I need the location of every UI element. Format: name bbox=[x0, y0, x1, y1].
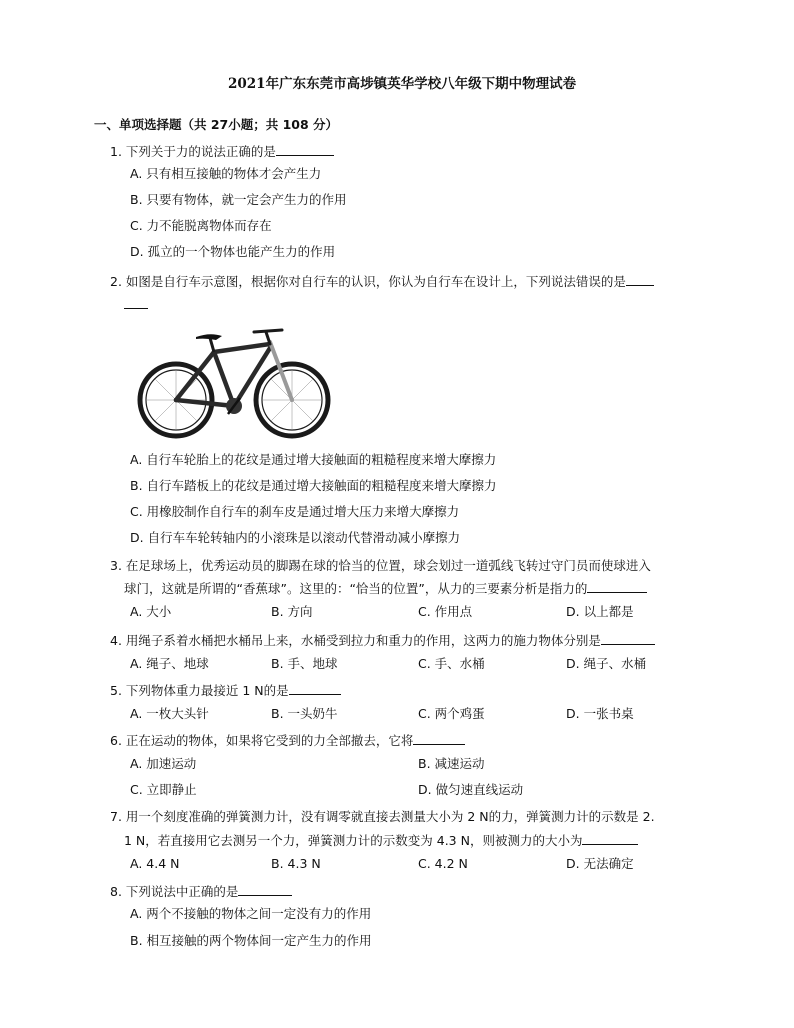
q6-option-b: B. 减速运动 bbox=[418, 756, 485, 771]
q4-option-a: A. 绳子、地球 bbox=[130, 656, 209, 671]
q3-option-a: A. 大小 bbox=[130, 604, 172, 619]
question-1-stem: 1. 下列关于力的说法正确的是 bbox=[110, 143, 334, 160]
q2-option-d: D. 自行车车轮转轴内的小滚珠是以滚动代替滑动减小摩擦力 bbox=[130, 530, 461, 545]
question-3-stem-line1: 3. 在足球场上，优秀运动员的脚踢在球的恰当的位置，球会划过一道弧线飞转过守门员而使球进入 bbox=[110, 558, 651, 573]
q5-option-d: D. 一张书桌 bbox=[566, 706, 634, 721]
q3-option-d: D. 以上都是 bbox=[566, 604, 634, 619]
q8-option-a: A. 两个不接触的物体之间一定没有力的作用 bbox=[130, 906, 372, 921]
q5-option-b: B. 一头奶牛 bbox=[271, 706, 338, 721]
question-4-stem: 4. 用绳子系着水桶把水桶吊上来，水桶受到拉力和重力的作用，这两力的施力物体分别是 bbox=[110, 632, 655, 649]
question-2-stem: 2. 如图是自行车示意图，根据你对自行车的认识，你认为自行车在设计上，下列说法错误的是 bbox=[110, 273, 654, 290]
q2-option-c: C. 用橡胶制作自行车的刹车皮是通过增大压力来增大摩擦力 bbox=[130, 504, 460, 519]
q5-option-c: C. 两个鸡蛋 bbox=[418, 706, 485, 721]
question-3-stem-line2: 球门，这就是所谓的“香蕉球”。这里的：“恰当的位置”，从力的三要素分析是指力的 bbox=[124, 580, 647, 597]
q3-option-b: B. 方向 bbox=[271, 604, 313, 619]
q1-option-c: C. 力不能脱离物体而存在 bbox=[130, 218, 272, 233]
question-2-blank-cont bbox=[124, 296, 148, 313]
q4-option-d: D. 绳子、水桶 bbox=[566, 656, 647, 671]
question-7-stem-line2: 1 N，若直接用它去测另一个力，弹簧测力计的示数变为 4.3 N，则被测力的大小为 bbox=[124, 832, 638, 849]
q6-option-a: A. 加速运动 bbox=[130, 756, 197, 771]
q2-option-a: A. 自行车轮胎上的花纹是通过增大接触面的粗糙程度来增大摩擦力 bbox=[130, 452, 497, 467]
q4-option-c: C. 手、水桶 bbox=[418, 656, 485, 671]
bicycle-image bbox=[136, 318, 332, 442]
question-8-stem: 8. 下列说法中正确的是 bbox=[110, 883, 292, 900]
section-heading: 一、单项选择题（共 27小题；共 108 分） bbox=[94, 117, 339, 132]
page-title: 2021年广东东莞市高埗镇英华学校八年级下期中物理试卷 bbox=[228, 76, 577, 92]
q1-option-a: A. 只有相互接触的物体才会产生力 bbox=[130, 166, 322, 181]
q2-option-b: B. 自行车踏板上的花纹是通过增大接触面的粗糙程度来增大摩擦力 bbox=[130, 478, 497, 493]
q6-option-c: C. 立即静止 bbox=[130, 782, 197, 797]
q8-option-b: B. 相互接触的两个物体间一定产生力的作用 bbox=[130, 933, 372, 948]
question-6-stem: 6. 正在运动的物体，如果将它受到的力全部撤去，它将 bbox=[110, 732, 465, 749]
q6-option-d: D. 做匀速直线运动 bbox=[418, 782, 524, 797]
q1-option-d: D. 孤立的一个物体也能产生力的作用 bbox=[130, 244, 336, 259]
question-7-stem-line1: 7. 用一个刻度准确的弹簧测力计，没有调零就直接去测量大小为 2 N的力，弹簧测力计的示数是 2. bbox=[110, 809, 655, 824]
question-5-stem: 5. 下列物体重力最接近 1 N的是 bbox=[110, 682, 341, 699]
q7-option-c: C. 4.2 N bbox=[418, 856, 468, 871]
q7-option-b: B. 4.3 N bbox=[271, 856, 321, 871]
q7-option-a: A. 4.4 N bbox=[130, 856, 180, 871]
q1-option-b: B. 只要有物体，就一定会产生力的作用 bbox=[130, 192, 347, 207]
q3-option-c: C. 作用点 bbox=[418, 604, 473, 619]
q7-option-d: D. 无法确定 bbox=[566, 856, 634, 871]
q4-option-b: B. 手、地球 bbox=[271, 656, 338, 671]
q5-option-a: A. 一枚大头针 bbox=[130, 706, 209, 721]
